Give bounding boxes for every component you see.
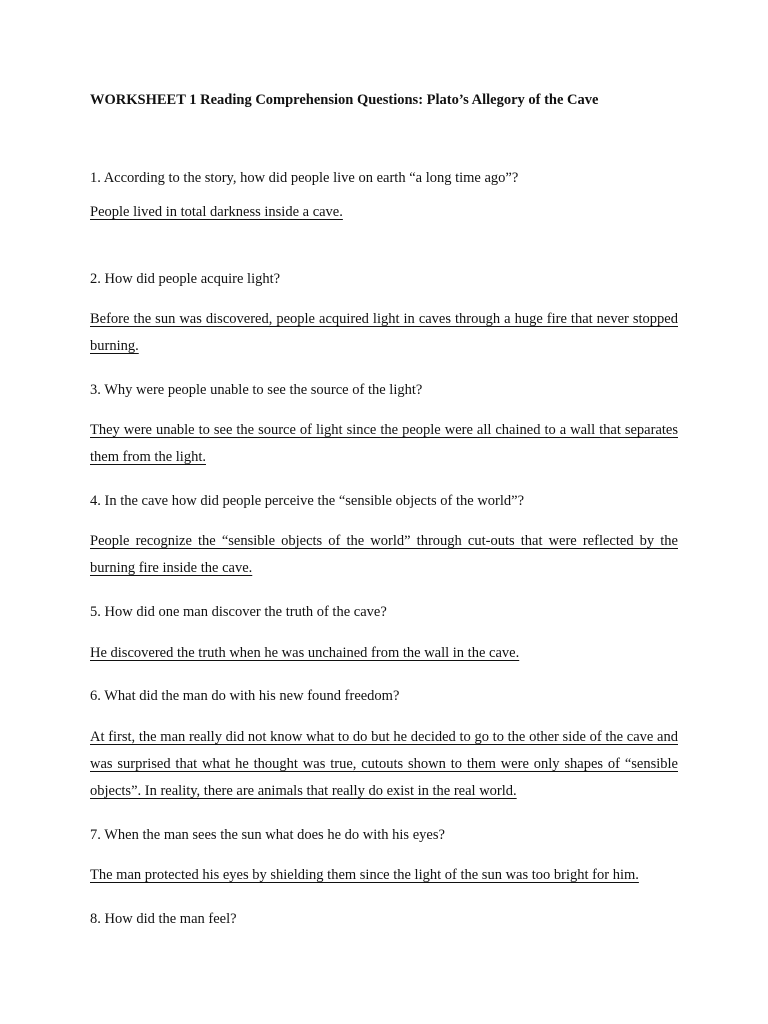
worksheet-title: WORKSHEET 1 Reading Comprehension Questions: Plato’s Allegory of the Cave	[90, 92, 599, 108]
answer-6: At first, the man really did not know what to do but he decided to go to the other side of the cave and was surprised that what he thought was true, cutouts shown to them were only shapes of “sensible objects”. In reality, there are animals that really do exist in the real world.	[90, 729, 678, 799]
question-3: 3. Why were people unable to see the source of the light?	[90, 382, 423, 398]
answer-7: The man protected his eyes by shielding them since the light of the sun was too bright for him.	[90, 867, 639, 883]
question-5: 5. How did one man discover the truth of the cave?	[90, 604, 387, 620]
question-4: 4. In the cave how did people perceive the “sensible objects of the world”?	[90, 493, 525, 509]
answer-2: Before the sun was discovered, people acquired light in caves through a huge fire that never stopped burning.	[90, 311, 678, 354]
question-6: 6. What did the man do with his new found freedom?	[90, 688, 400, 704]
question-8: 8. How did the man feel?	[90, 911, 237, 927]
answer-1: People lived in total darkness inside a cave.	[90, 204, 343, 220]
answer-3: They were unable to see the source of light since the people were all chained to a wall that separates them from the light.	[90, 422, 678, 465]
answer-4: People recognize the “sensible objects of the world” through cut-outs that were reflected by the burning fire inside the cave.	[90, 533, 678, 576]
answer-5: He discovered the truth when he was unchained from the wall in the cave.	[90, 645, 520, 661]
question-1: 1. According to the story, how did people live on earth “a long time ago”?	[90, 170, 519, 186]
question-7: 7. When the man sees the sun what does he do with his eyes?	[90, 827, 445, 843]
question-2: 2. How did people acquire light?	[90, 271, 281, 287]
